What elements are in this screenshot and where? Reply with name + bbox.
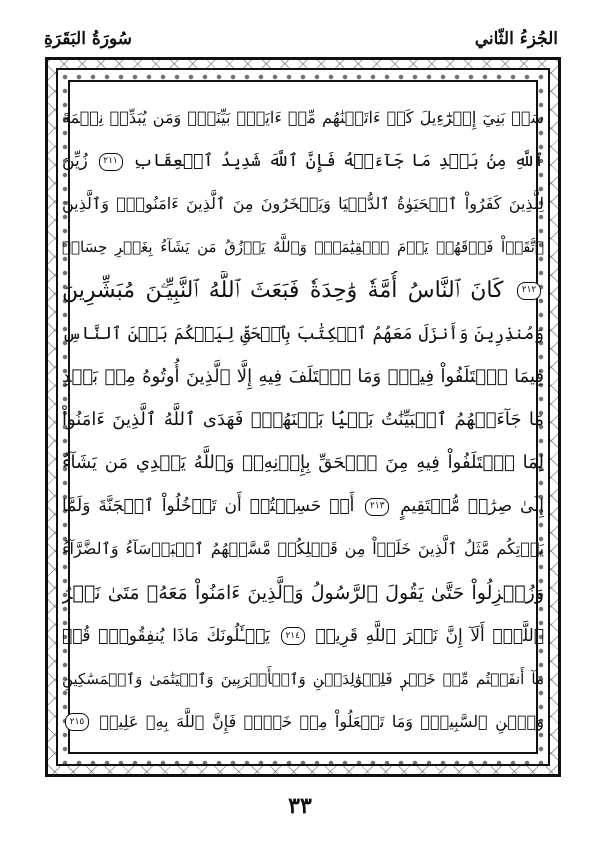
verse-line: [62, 443, 544, 483]
verse-text: لِلَّذِينَ كَفَرُواْ ٱلۡحَيَوٰةُ ٱلدُّنۡيَا وَيَسۡخَرُونَ مِنَ ٱلَّذِينَ ءَامَنُواْۘ وَٱلَّذِينَ: [62, 194, 544, 214]
verse-line: [62, 271, 544, 311]
verse-line: [62, 702, 544, 742]
surah-title: سُورَةُ البَقَرَةِ: [44, 29, 132, 49]
verse-text: فِيمَا ٱخۡتَلَفُواْ فِيهِۚ وَمَا ٱخۡتَلَفَ فِيهِ إِلَّا ٱلَّذِينَ أُوتُوهُ مِنۢ بَعۡدِ: [62, 365, 544, 387]
verse-line: [62, 486, 544, 526]
verse-line: [62, 141, 544, 181]
verse-line: [62, 573, 544, 613]
verse-number-marker: ٢١٥: [65, 713, 89, 731]
verse-text: وَزُلۡزِلُواْ حَتَّىٰ يَقُولَ ٱلرَّسُولُ وَٱلَّذِينَ ءَامَنُواْ مَعَهُۥ مَتَىٰ نَصۡرُ: [62, 581, 544, 604]
quran-text-block: [62, 98, 544, 742]
verse-line: [62, 314, 544, 354]
verse-text: وَمُنذِرِينَ وَأَنزَلَ مَعَهُمُ ٱلۡكِتَٰبَ بِٱلۡحَقِّ لِيَحۡكُمَ بَيۡنَ ٱلنَّاسِ: [62, 323, 544, 344]
juz-title: الجُزءُ الثّاني: [474, 29, 558, 49]
verse-text: سَلۡ بَنِيٓ إِسۡرَٰٓءِيلَ كَمۡ ءَاتَيۡنَٰهُم مِّنۡ ءَايَةِۭ بَيِّنَةٖۗ وَمَن يُبَدِّلۡ نِعۡمَةَ: [62, 108, 544, 127]
verse-line: [62, 659, 544, 699]
verse-text: ٱللَّهِۗ أَلَآ إِنَّ نَصۡرَ ٱللَّهِ قَرِيبٞ: [315, 625, 544, 646]
verse-line: [62, 98, 544, 138]
page-header: [44, 26, 558, 52]
verse-line: [62, 227, 544, 267]
verse-line: [62, 529, 544, 569]
verse-line: [62, 400, 544, 440]
verse-text: مَا جَآءَتۡهُمُ ٱلۡبَيِّنَٰتُ بَغۡيَۢا بَيۡنَهُمۡۖ فَهَدَى ٱللَّهُ ٱلَّذِينَ ءَامَنُواْ: [62, 408, 544, 430]
verse-text: إِلَىٰ صِرَٰطٖ مُّسۡتَقِيمٍ: [400, 496, 544, 517]
verse-line: [62, 357, 544, 397]
page-number: ٣٣: [288, 793, 312, 819]
verse-text: يَسۡـَٔلُونَكَ مَاذَا يُنفِقُونَۖ قُلۡ: [62, 625, 271, 646]
verse-text: يَأۡتِكُم مَّثَلُ ٱلَّذِينَ خَلَوۡاْ مِن قَبۡلِكُمۖ مَّسَّتۡهُمُ ٱلۡبَأۡسَآءُ وَٱلضَّرَّآءُ: [62, 539, 544, 559]
verse-number-marker: ٢١١: [99, 153, 123, 171]
verse-text: كَانَ ٱلنَّاسُ أُمَّةٗ وَٰحِدَةٗ فَبَعَثَ ٱللَّهُ ٱلنَّبِيِّـۧنَ مُبَشِّرِينَ: [62, 277, 504, 303]
verse-text: ٱللَّهِ مِنۢ بَعۡدِ مَا جَآءَتۡهُ فَإِنَّ ٱللَّهَ شَدِيدُ ٱلۡعِقَابِ: [133, 151, 544, 172]
verse-line: [62, 616, 544, 656]
verse-number-marker: ٢١٣: [365, 498, 389, 516]
verse-number-marker: ٢١٤: [281, 627, 305, 645]
verse-text: أَمۡ حَسِبۡتُمۡ أَن تَدۡخُلُواْ ٱلۡجَنَّةَ وَلَمَّا: [62, 496, 355, 517]
verse-line: [62, 184, 544, 224]
verse-text: مَآ أَنفَقۡتُم مِّنۡ خَيۡرٖ فَلِلۡوَٰلِدَيۡنِ وَٱلۡأَقۡرَبِينَ وَٱلۡيَتَٰمَىٰ وَٱلۡمَسَٰكِينِ: [62, 669, 544, 688]
verse-text: وَٱبۡنِ ٱلسَّبِيلِۗ وَمَا تَفۡعَلُواْ مِنۡ خَيۡرٖ فَإِنَّ ٱللَّهَ بِهِۦ عَلِيمٞ: [99, 711, 544, 731]
verse-number-marker: ٢١٢: [517, 282, 541, 300]
verse-text: زُيِّنَ: [62, 151, 88, 172]
verse-text: لِمَا ٱخۡتَلَفُواْ فِيهِ مِنَ ٱلۡحَقِّ بِإِذۡنِهِۦۗ وَٱللَّهُ يَهۡدِي مَن يَشَآءُ: [62, 452, 544, 474]
verse-text: ٱتَّقَوۡاْ فَوۡقَهُمۡ يَوۡمَ ٱلۡقِيَٰمَةِۗ وَٱللَّهُ يَرۡزُقُ مَن يَشَآءُ بِغَيۡرِ حِسَابٖ: [62, 238, 544, 257]
